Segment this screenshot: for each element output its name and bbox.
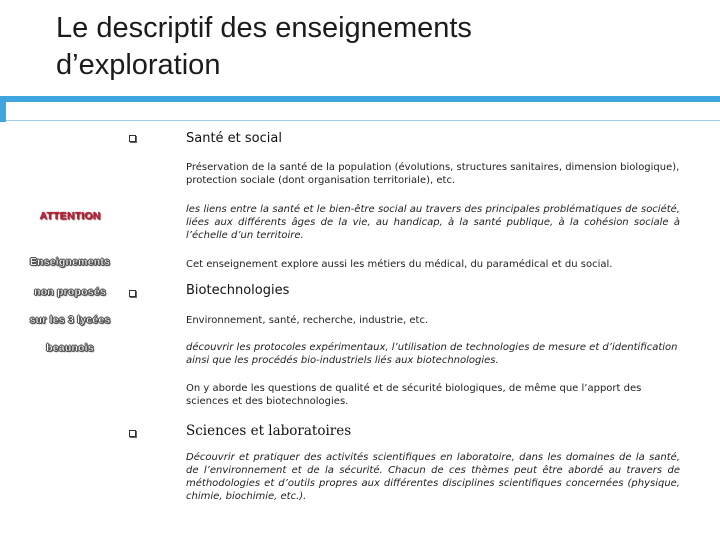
section-paragraph: Découvrir et pratiquer des activités scientifiques en laboratoire, dans les domaines de la santé, de l’environnement et de la sécurité. Chacun de ces thèmes peut être abordé au travers de méthodologies et d’outils propres aux différentes disciplines scientifiques concernées (physique, chimie, biochimie, etc.).	[186, 452, 680, 502]
notice-line-1: Enseignements	[29, 256, 111, 268]
section-heading-sante-social: Santé et social	[186, 131, 282, 146]
section-paragraph: Environnement, santé, recherche, industrie, etc.	[186, 315, 429, 326]
square-bullet-icon	[129, 290, 136, 297]
notice-line-3: sur les 3 lycées	[29, 314, 111, 326]
attention-label: ATTENTION	[39, 210, 101, 222]
section-paragraph: les liens entre la santé et le bien-être social au travers des principales problématiques de société, liées aux différents âges de la vie, au handicap, à la santé publique, à la cohésion sociale à l’échelle d’un territoire.	[186, 204, 680, 241]
square-bullet-icon	[129, 430, 136, 437]
title-rule-thin	[6, 120, 720, 121]
section-paragraph: Préservation de la santé de la population (évolutions, structures sanitaires, dimension biologique), protection sociale (dont organisation territoriale), etc.	[186, 162, 680, 186]
section-paragraph: Cet enseignement explore aussi les métiers du médical, du paramédical et du social.	[186, 259, 613, 270]
title-rule-accent	[0, 102, 6, 122]
notice-line-2: non proposés	[34, 286, 106, 298]
section-paragraph: On y aborde les questions de qualité et de sécurité biologiques, de même que l’apport des sciences et des biotechnologies.	[186, 383, 642, 407]
section-paragraph: découvrir les protocoles expérimentaux, l’utilisation de technologies de mesure et d’identification ainsi que les procédés bio-industriels liés aux biotechnologies.	[186, 342, 678, 366]
square-bullet-icon	[129, 135, 136, 142]
title-rule	[0, 96, 720, 102]
notice-line-4: beaunois	[46, 342, 94, 354]
slide-title: Le descriptif des enseignements d’exploration	[56, 12, 472, 81]
section-heading-biotechnologies: Biotechnologies	[186, 283, 290, 298]
section-heading-sciences-laboratoires: Sciences et laboratoires	[186, 423, 352, 439]
